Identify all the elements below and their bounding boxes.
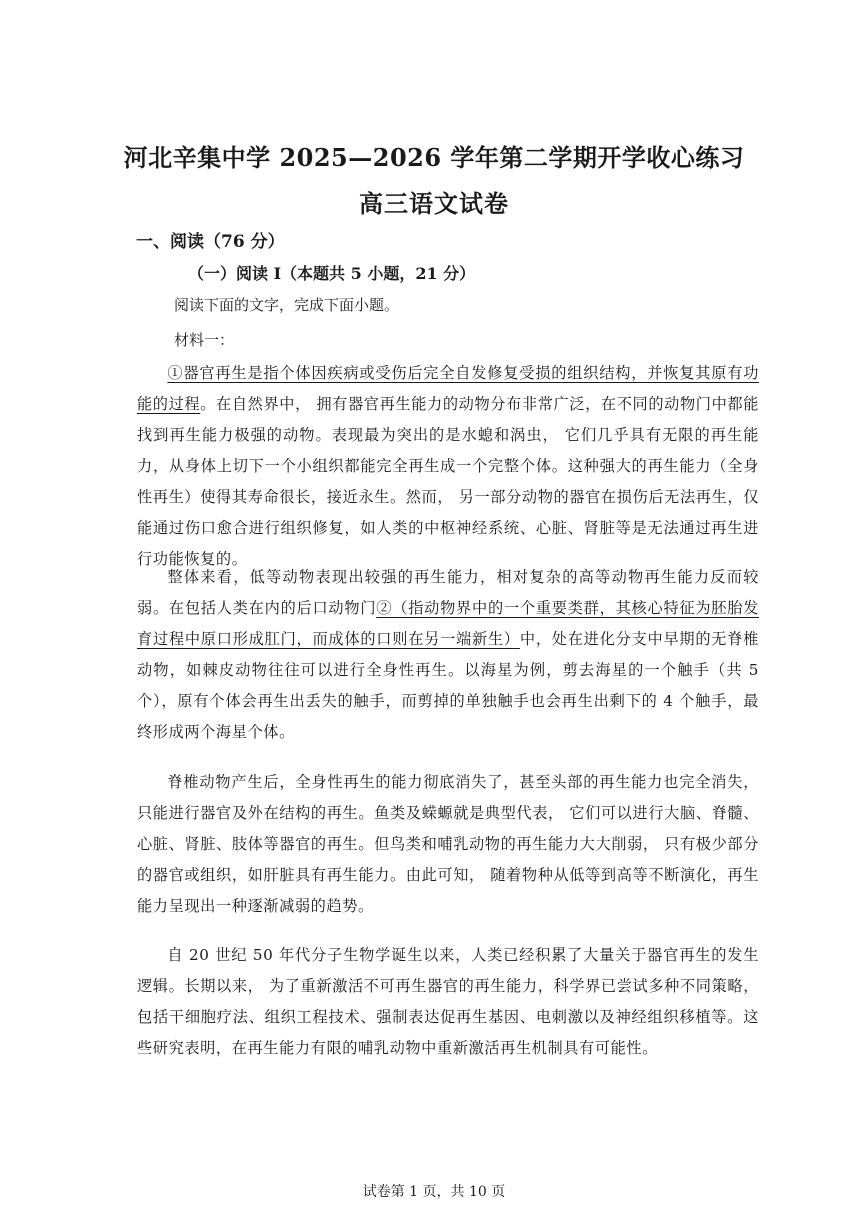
passage-paragraph-2 (137, 562, 759, 748)
passage-paragraph-1 (137, 358, 759, 575)
passage-paragraph-3: 脊椎动物产生后，全身性再生的能力彻底消失了，甚至头部的再生能力也完全消失，只能进行器官及外在结构的再生。鱼类及蝾螈就是典型代表， 它们可以进行大脑、脊髓、心脏、肾脏、肢体等器官的再生。但鸟类和哺乳动物的再生能力大大削弱， 只有极少部分的器官或组织，如肝脏具有再生能力。由此可知， 随着物种从低等到高等不断演化，再生能力呈现出一种逐渐减弱的趋势。 (137, 773, 759, 915)
paragraph-text: 中，处在进化分支中早期的无脊椎动物，如棘皮动物往往可以进行全身性再生。以海星为例，剪去海星的一个触手（共 5 个），原有个体会再生出丢失的触手，而剪掉的单独触手也会再生出剩下的 4 个触手，最终形成两个海星个体。 (137, 630, 760, 741)
paragraph-text: 。在自然界中， 拥有器官再生能力的动物分布非常广泛，在不同的动物门中都能找到再生能力极强的动物。表现最为突出的是水螅和涡虫， 它们几乎具有无限的再生能力，从身体上切下一个小组织都能完全再生成一个完整个体。这种强大的再生能力（全身性再生）使得其寿命很长，接近永生。然而， 另一部分动物的器官在损伤后无法再生，仅能通过伤口愈合进行组织修复，如人类的中枢神经系统、心脏、肾脏等是无法通过再生进行功能恢复的。 (137, 395, 759, 568)
exam-title: 河北辛集中学 2025—2026 学年第二学期开学收心练习 (123, 143, 745, 172)
material-label: 材料一： (174, 331, 235, 349)
exam-subtitle: 高三语文试卷 (359, 189, 509, 218)
underlined-annotation: ②（指动物界中的一个重要类群，其核心特征为胚胎发育过程中原口形成肛门，而成体的口则在另一端新生） (137, 599, 759, 648)
section-heading: 一、阅读（76 分） (136, 232, 285, 252)
underlined-definition: ①器官再生是指个体因疾病或受伤后完全自发修复受损的组织结构，并恢复其原有功能的过程 (137, 364, 759, 413)
paragraph-text: 整体来看，低等动物表现出较强的再生能力，相对复杂的高等动物再生能力反而较弱。在包括人类在内的后口动物门 (137, 568, 759, 617)
passage-paragraph-4: 自 20 世纪 50 年代分子生物学诞生以来，人类已经积累了大量关于器官再生的发生逻辑。长期以来， 为了重新激活不可再生器官的再生能力，科学界已尝试多种不同策略，包括干细胞疗法、组织工程技术、强制表达促再生基因、电刺激以及神经组织移植等。这些研究表明，在再生能力有限的哺乳动物中重新激活再生机制具有可能性。 (137, 946, 759, 1057)
subsection-heading: （一）阅读 I（本题共 5 小题，21 分） (188, 264, 476, 283)
reading-instruction: 阅读下面的文字，完成下面小题。 (174, 296, 400, 314)
page-footer: 试卷第 1 页，共 10 页 (362, 1184, 506, 1200)
